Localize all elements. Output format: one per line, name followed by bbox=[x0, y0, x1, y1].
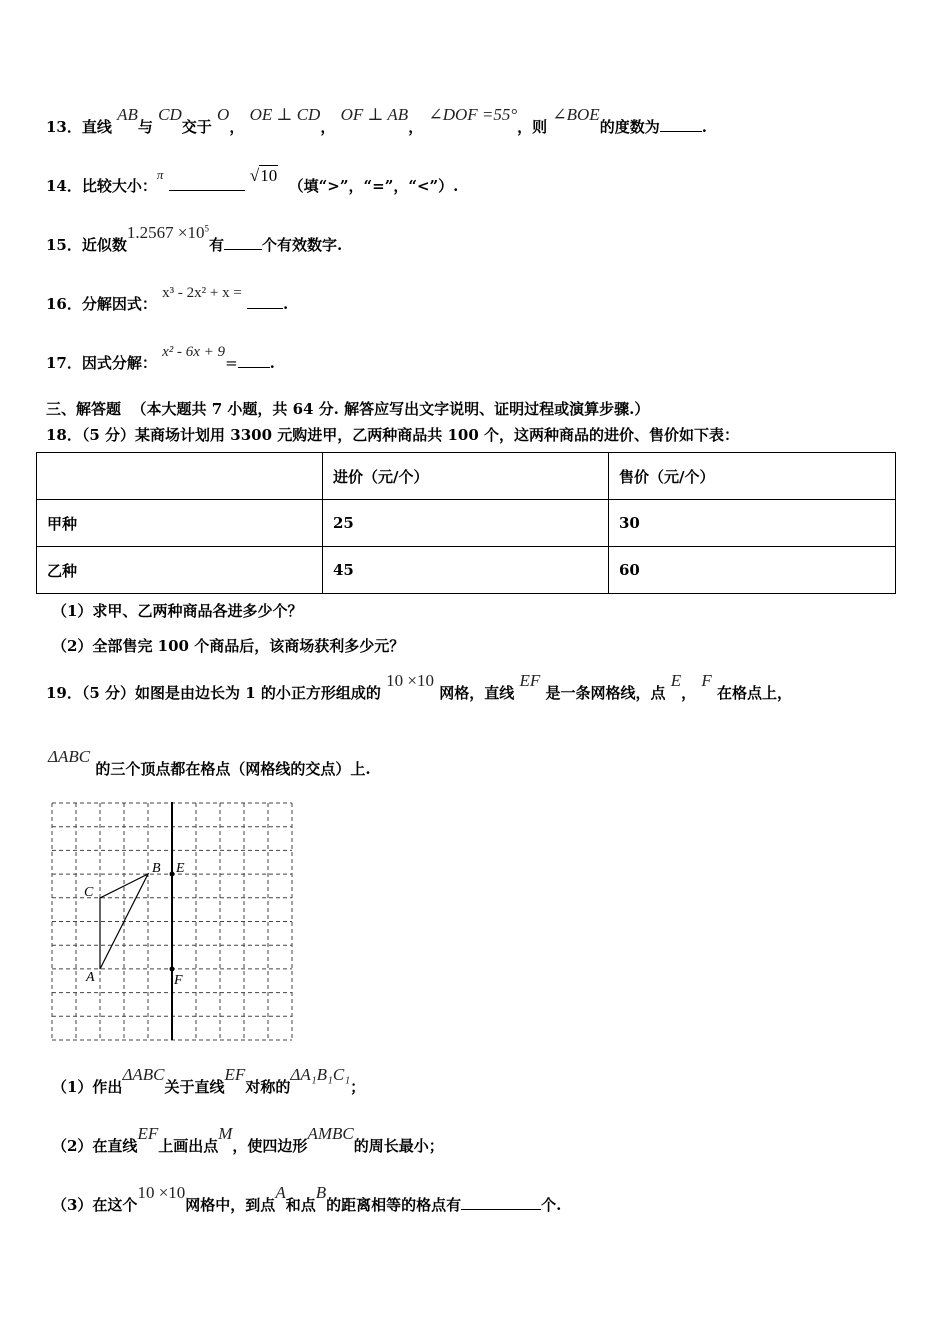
table-cell: 25 bbox=[323, 500, 609, 547]
q19-sub-1-abc: ΔABC bbox=[122, 1065, 165, 1084]
q19-math-ef: EF bbox=[519, 671, 541, 690]
table-cell: 60 bbox=[609, 547, 896, 594]
q13-comma-1: ， bbox=[229, 118, 245, 136]
q18-sub-2 bbox=[52, 635, 404, 656]
q14-answer-blank[interactable] bbox=[169, 176, 245, 191]
label-e: E bbox=[176, 861, 185, 876]
q18-text: （5 分）某商场计划用 3300 元购进甲，乙两种商品共 100 个，这两种商品的进价、售价如下表： bbox=[81, 426, 739, 444]
point-e bbox=[170, 872, 175, 877]
q13-comma-2: ， bbox=[320, 118, 336, 136]
q17-number: 17． bbox=[46, 354, 82, 372]
q14-hint: （填“>”，“=”，“<”）. bbox=[288, 177, 459, 195]
table-cell: 45 bbox=[323, 547, 609, 594]
q17-end: . bbox=[269, 354, 275, 372]
label-c: C bbox=[84, 885, 94, 900]
table-row bbox=[37, 500, 896, 547]
table-header-cell bbox=[37, 453, 323, 500]
q13-tail: 的度数为 bbox=[599, 118, 660, 136]
q16-end: . bbox=[283, 295, 289, 313]
q14-number: 14． bbox=[46, 177, 82, 195]
q18-sub-1-text: （1）求甲、乙两种商品各进多少个？ bbox=[52, 602, 303, 620]
q19-line-2 bbox=[48, 747, 371, 779]
q19-math-f: F bbox=[701, 671, 712, 690]
sqrt-icon: √ bbox=[249, 166, 260, 185]
q19-sub-1 bbox=[52, 1065, 366, 1097]
q16-answer-blank[interactable] bbox=[247, 294, 283, 309]
q19-sub-2-ef: EF bbox=[137, 1124, 159, 1143]
q19-sub-3-b-point: B bbox=[315, 1183, 327, 1202]
question-13 bbox=[46, 105, 707, 137]
q13-math-cd: CD bbox=[158, 105, 182, 124]
question-16 bbox=[46, 285, 289, 314]
q19-text-6: 的三个顶点都在格点（网格线的交点）上. bbox=[95, 760, 371, 778]
q15-exponent: 5 bbox=[204, 223, 209, 234]
q19-text-4: ， bbox=[681, 684, 697, 702]
q19-text-5: 在格点上， bbox=[717, 684, 793, 702]
q13-text-3: 交于 bbox=[181, 118, 212, 136]
section-3-heading bbox=[46, 398, 649, 419]
q19-sub-2-c: ，使四边形 bbox=[232, 1137, 308, 1155]
q19-sub-2-d: 的周长最小； bbox=[353, 1137, 444, 1155]
q19-sub-3 bbox=[52, 1183, 562, 1215]
q17-math-expr: x² - 6x + 9 bbox=[162, 344, 226, 360]
q15-math-value bbox=[127, 223, 209, 242]
q19-number: 19． bbox=[46, 684, 82, 702]
q14-sqrt bbox=[250, 166, 278, 185]
label-a: A bbox=[86, 970, 95, 985]
q18-sub-2-text: （2）全部售完 100 个商品后，该商场获利多少元？ bbox=[52, 637, 405, 655]
q13-number: 13． bbox=[46, 118, 82, 136]
q13-answer-blank[interactable] bbox=[660, 117, 702, 132]
q19-text-1: （5 分）如图是由边长为 1 的小正方形组成的 bbox=[81, 684, 381, 702]
q18-sub-1 bbox=[52, 600, 302, 621]
label-b: B bbox=[152, 861, 161, 876]
q13-math-o: O bbox=[217, 105, 230, 124]
q13-math-boe: ∠BOE bbox=[552, 105, 600, 124]
q13-text-2: 与 bbox=[137, 118, 153, 136]
q19-sub-1-abc1: ΔA₁B₁C₁ bbox=[290, 1065, 351, 1084]
q18-number: 18． bbox=[46, 426, 82, 444]
section-3-description: （本大题共 7 小题，共 64 分. 解答应写出文字说明、证明过程或演算步骤.） bbox=[131, 400, 650, 418]
q15-tail: 有 bbox=[208, 236, 224, 254]
q19-sub-3-a: （3）在这个 bbox=[52, 1196, 138, 1214]
q15-number: 15． bbox=[46, 236, 82, 254]
q19-text-3: 是一条网格线，点 bbox=[545, 684, 666, 702]
q19-sub-1-b: 关于直线 bbox=[164, 1078, 225, 1096]
price-table bbox=[36, 452, 896, 594]
q19-sub-1-c: 对称的 bbox=[245, 1078, 291, 1096]
q17-answer-blank[interactable] bbox=[238, 353, 270, 368]
q14-text: 比较大小： bbox=[81, 177, 157, 195]
q19-sub-1-a: （1）作出 bbox=[52, 1078, 123, 1096]
table-header-cell: 售价（元/个） bbox=[609, 453, 896, 500]
q19-sub-2-ambc: AMBC bbox=[307, 1124, 354, 1143]
q19-sub-3-grid: 10 ×10 bbox=[137, 1183, 186, 1202]
q17-eq: = bbox=[225, 354, 238, 372]
q13-then: ，则 bbox=[517, 118, 548, 136]
q19-sub-1-ef: EF bbox=[224, 1065, 246, 1084]
label-f: F bbox=[174, 973, 183, 988]
q15-mantissa: 1.2567 ×10 bbox=[126, 223, 205, 242]
question-18 bbox=[46, 424, 739, 445]
q13-math-ab: AB bbox=[117, 105, 138, 124]
table-row bbox=[37, 547, 896, 594]
q13-end: . bbox=[701, 118, 707, 136]
table-cell: 甲种 bbox=[37, 500, 323, 547]
q16-number: 16． bbox=[46, 295, 82, 313]
q19-sub-2-m: M bbox=[218, 1124, 233, 1143]
q13-comma-3: ， bbox=[408, 118, 424, 136]
q19-sub-2-b: 上画出点 bbox=[158, 1137, 219, 1155]
q19-sub-3-c: 和点 bbox=[285, 1196, 316, 1214]
table-cell: 乙种 bbox=[37, 547, 323, 594]
q13-math-oe-cd: OE ⊥ CD bbox=[249, 105, 321, 124]
q19-sub-2 bbox=[52, 1124, 444, 1156]
grid-figure bbox=[50, 800, 300, 1042]
q19-math-abc: ΔABC bbox=[48, 747, 91, 766]
table-header-row bbox=[37, 453, 896, 500]
question-17 bbox=[46, 344, 275, 373]
q13-math-of-ab: OF ⊥ AB bbox=[340, 105, 409, 124]
q15-text: 近似数 bbox=[81, 236, 127, 254]
point-f bbox=[170, 967, 175, 972]
q19-sub-3-e: 个. bbox=[541, 1196, 562, 1214]
table-cell: 30 bbox=[609, 500, 896, 547]
q19-sub-3-b: 网格中，到点 bbox=[185, 1196, 276, 1214]
q19-sub-1-d: ； bbox=[350, 1078, 366, 1096]
q19-text-2: 网格，直线 bbox=[439, 684, 515, 702]
q19-sub-3-d: 的距离相等的格点有 bbox=[326, 1196, 462, 1214]
q14-sqrt-radicand: 10 bbox=[260, 166, 278, 185]
q13-text-1: 直线 bbox=[81, 118, 112, 136]
q19-math-e: E bbox=[670, 671, 682, 690]
section-3-title: 三、解答题 bbox=[46, 400, 122, 418]
question-14 bbox=[46, 166, 459, 196]
q15-tail-2: 个有效数字. bbox=[262, 236, 343, 254]
question-19 bbox=[46, 671, 793, 703]
q19-sub-3-answer-blank[interactable] bbox=[461, 1195, 541, 1210]
table-header-cell: 进价（元/个） bbox=[323, 453, 609, 500]
q14-math-pi: π bbox=[156, 167, 164, 182]
q19-sub-3-a-point: A bbox=[275, 1183, 286, 1202]
q19-math-grid: 10 ×10 bbox=[386, 671, 434, 690]
q13-math-angle-dof: ∠DOF =55° bbox=[428, 105, 518, 124]
q15-answer-blank[interactable] bbox=[224, 235, 262, 250]
q19-sub-2-a: （2）在直线 bbox=[52, 1137, 138, 1155]
q16-text: 分解因式： bbox=[81, 295, 157, 313]
q17-text: 因式分解： bbox=[81, 354, 157, 372]
q16-math-expr: x³ - 2x² + x = bbox=[162, 285, 242, 301]
